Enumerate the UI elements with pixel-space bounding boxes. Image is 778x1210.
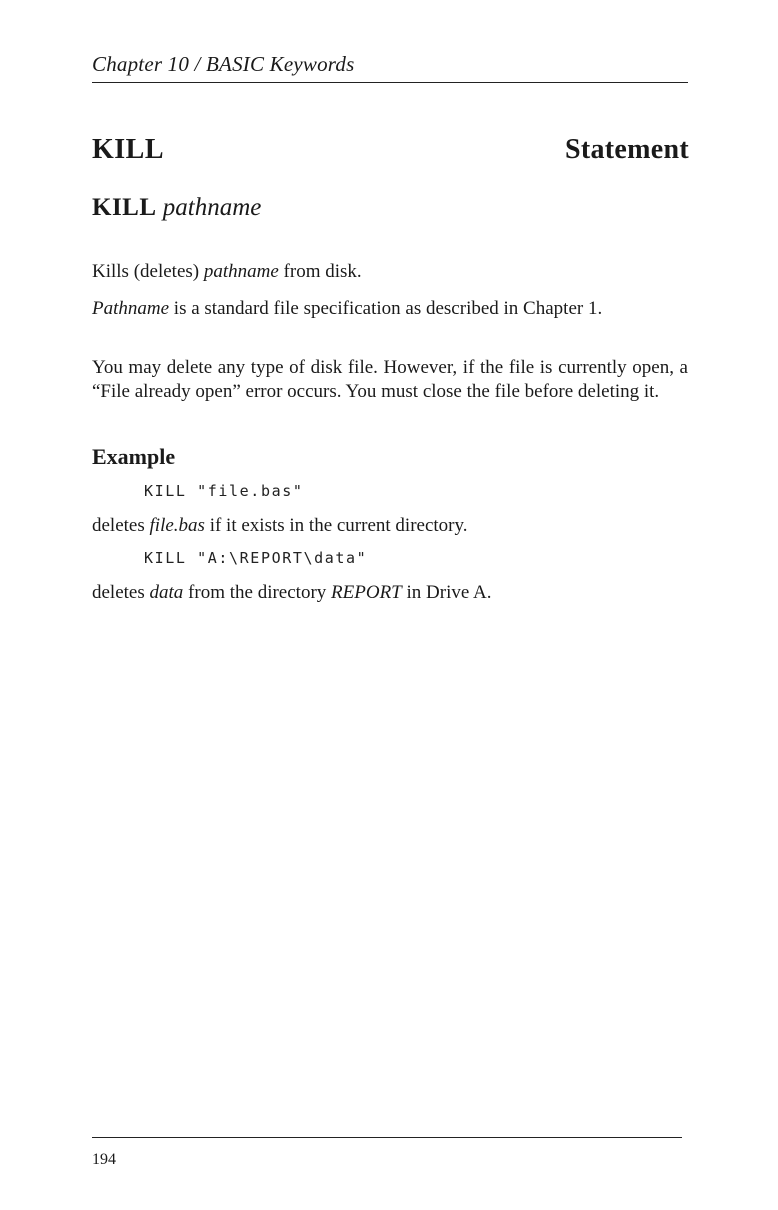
pathname-paragraph bbox=[92, 297, 688, 321]
example-heading: Example bbox=[92, 444, 176, 469]
d1-text-a: deletes bbox=[92, 515, 150, 536]
d1-text-b: if it exists in the current directory. bbox=[204, 515, 468, 536]
page-number: 194 bbox=[92, 1151, 116, 1168]
code-example-1: KILL "file.bas" bbox=[144, 482, 304, 500]
running-head: Chapter 10 / BASIC Keywords bbox=[92, 52, 355, 76]
p2-text-b: is a standard file specification as described in Chapter 1. bbox=[169, 298, 603, 319]
syntax-line bbox=[92, 194, 261, 222]
syntax-keyword: KILL bbox=[92, 194, 157, 221]
d2-text-b: from the directory bbox=[183, 582, 332, 603]
p1-italic: pathname bbox=[203, 261, 279, 282]
d2-italic-2: REPORT bbox=[331, 582, 402, 603]
p2-italic: Pathname bbox=[92, 298, 170, 319]
d1-italic: file.bas bbox=[149, 515, 205, 536]
header-rule bbox=[92, 82, 688, 83]
example-1-description bbox=[92, 514, 688, 538]
footer-rule bbox=[92, 1137, 682, 1138]
description-paragraph bbox=[92, 260, 688, 284]
syntax-argument: pathname bbox=[162, 194, 262, 221]
keyword-title: KILL bbox=[92, 134, 165, 165]
keyword-type: Statement bbox=[565, 134, 689, 165]
p1-text-a: Kills (deletes) bbox=[92, 261, 204, 282]
d2-italic: data bbox=[149, 582, 184, 603]
d2-text-c: in Drive A. bbox=[401, 582, 492, 603]
code-example-2: KILL "A:\REPORT\data" bbox=[144, 549, 368, 567]
example-2-description bbox=[92, 581, 688, 605]
d2-text-a: deletes bbox=[92, 582, 150, 603]
open-file-paragraph: You may delete any type of disk file. However, if the file is currently open, a “File already open” error occurs. You must close the file before deleting it. bbox=[92, 357, 688, 402]
p1-text-b: from disk. bbox=[278, 261, 362, 282]
